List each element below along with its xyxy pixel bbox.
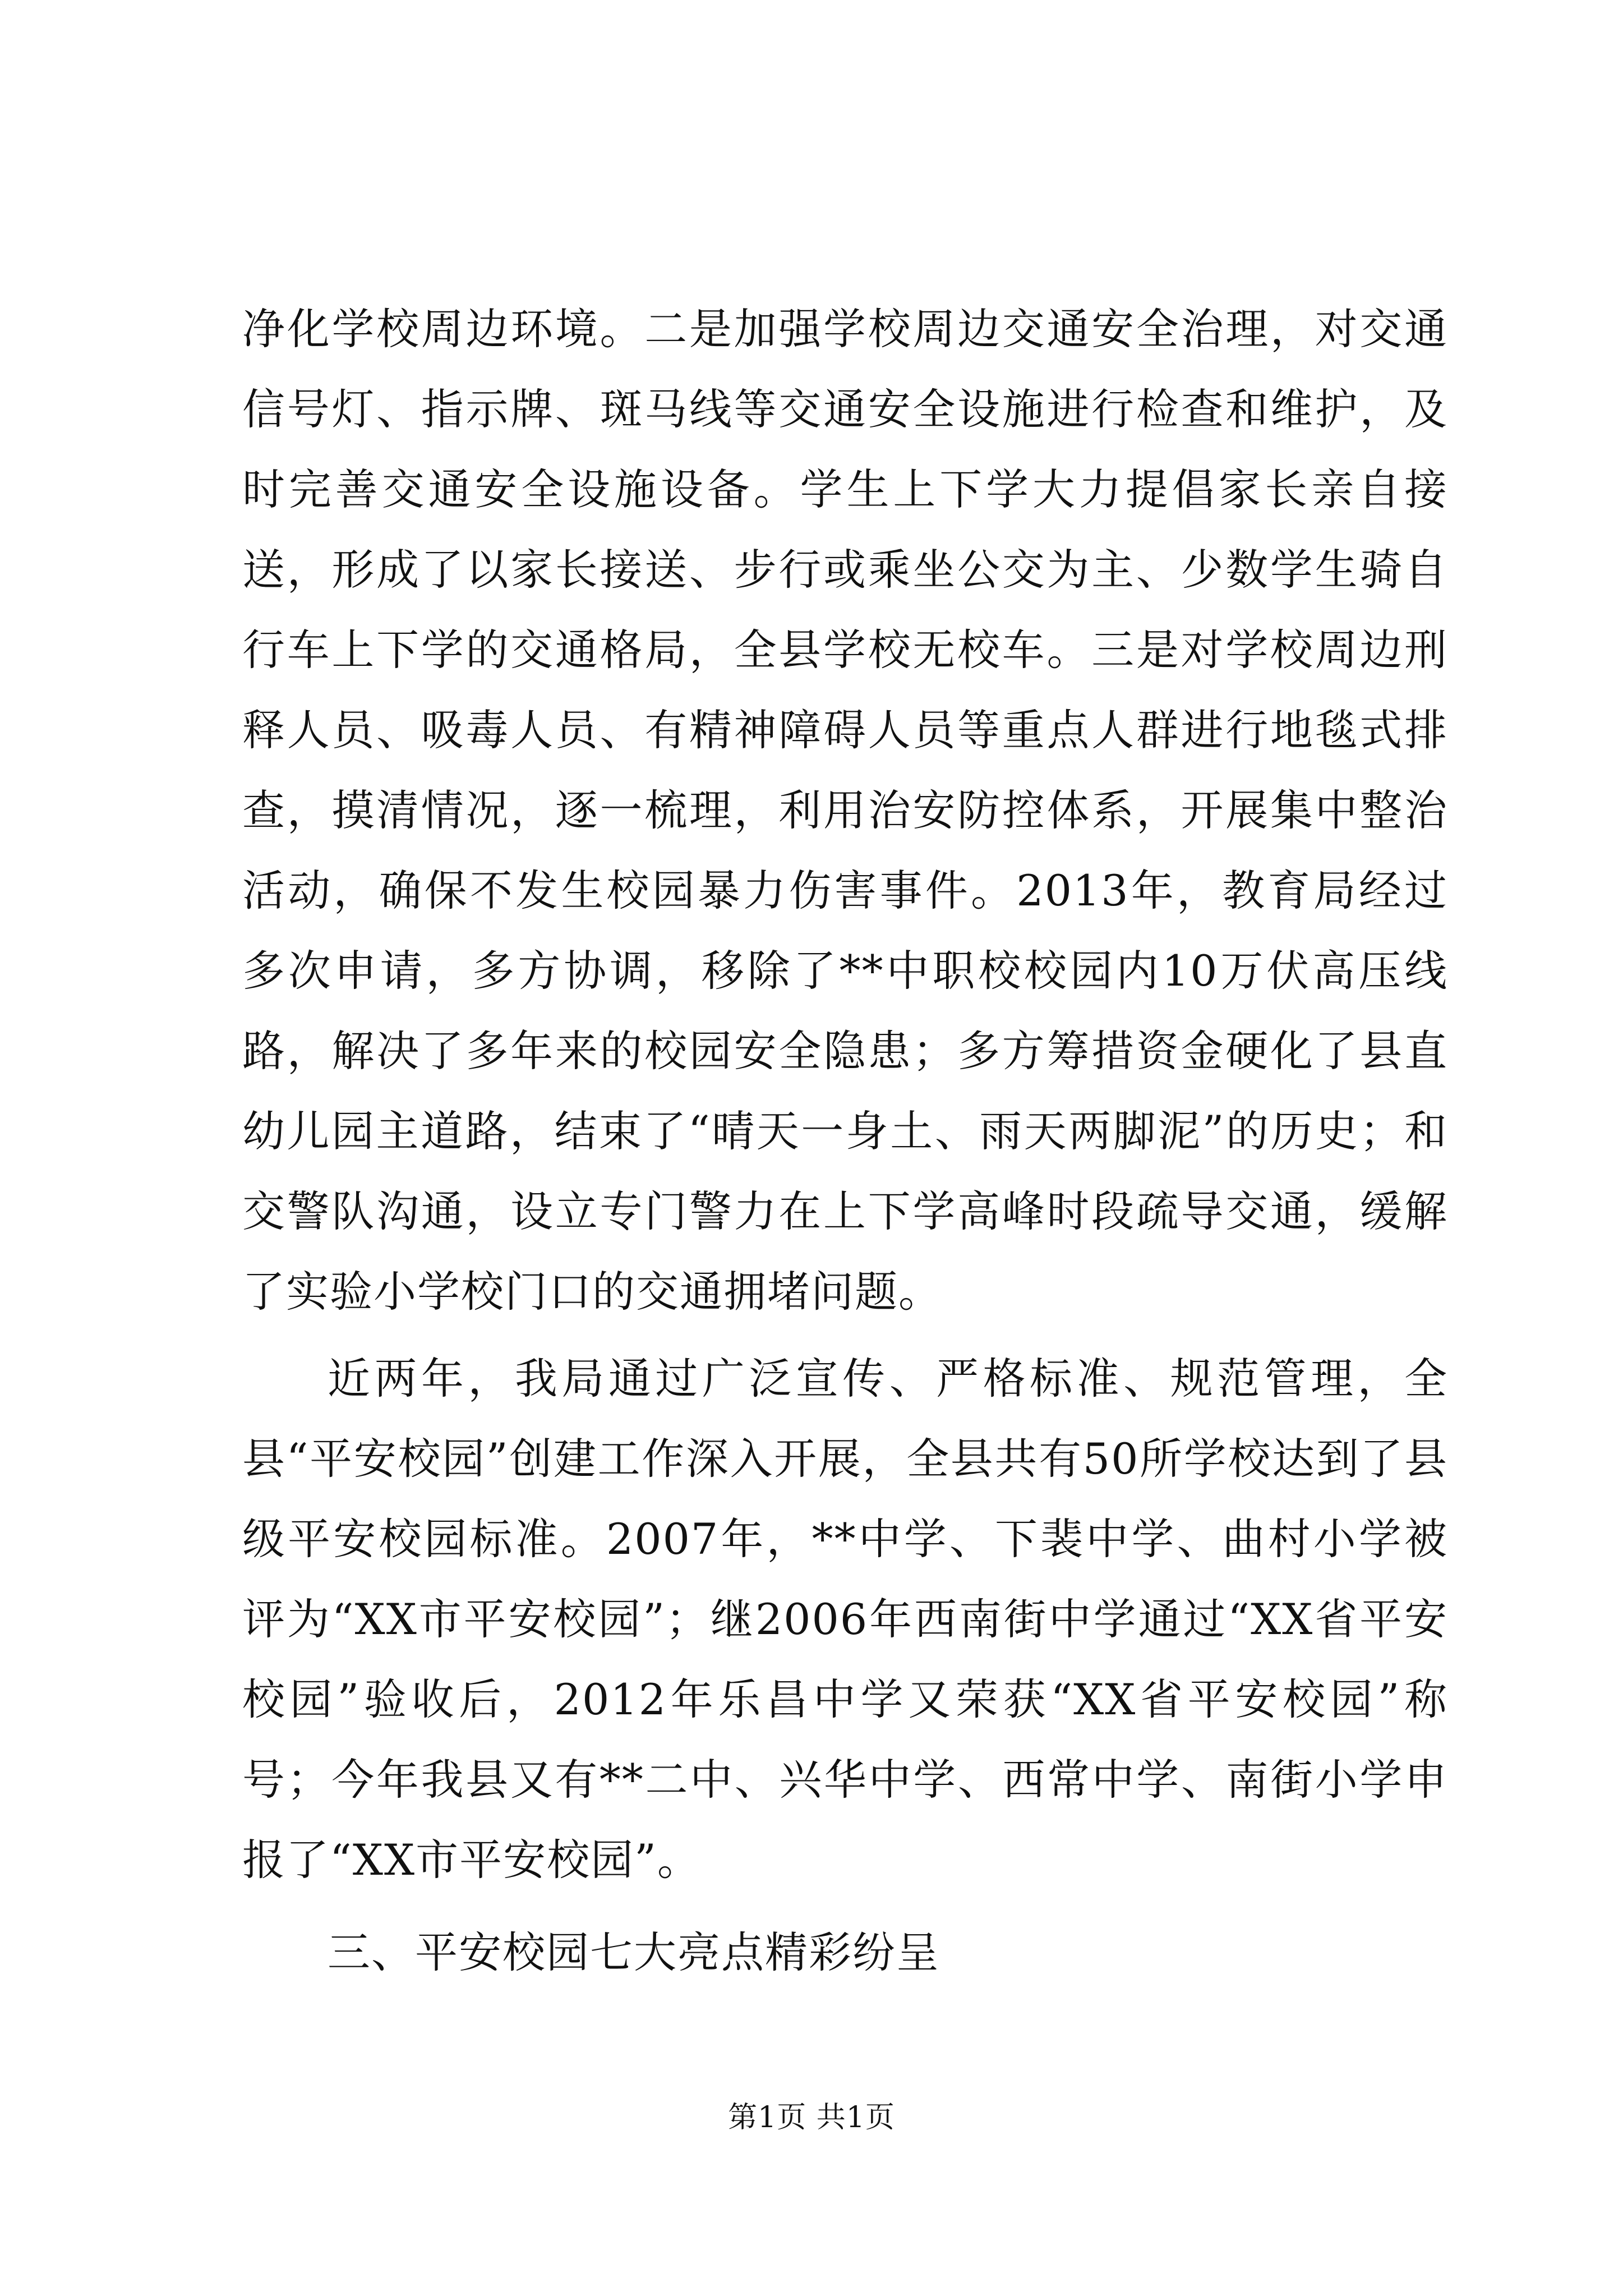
paragraph-safe-campus-achievements: 近两年，我局通过广泛宣传、严格标准、规范管理，全县“平安校园”创建工作深入开展，全县共有50所学校达到了县级平安校园标准。2007年，**中学、下裴中学、曲村小学被评为“XX市平安校园”；继2006年西南街中学通过“XX省平安校园”验收后，2012年乐昌中学又荣获“XX省平安校园”称号；今年我县又有**二中、兴华中学、西常中学、南街小学申报了“XX市平安校园”。 [242,1354,1448,1885]
page-number-footer: 第1页 共1页 [728,2101,895,2134]
section-heading: 三、平安校园七大亮点精彩纷呈 [328,1927,940,1977]
paragraph-campus-safety-measures: 净化学校周边环境。二是加强学校周边交通安全治理，对交通信号灯、指示牌、斑马线等交通安全设施进行检查和维护，及时完善交通安全设施设备。学生上下学大力提倡家长亲自接送，形成了以家长接送、步行或乘坐公交为主、少数学生骑自行车上下学的交通格局，全县学校无校车。三是对学校周边刑释人员、吸毒人员、有精神障碍人员等重点人群进行地毯式排查，摸清情况，逐一梳理，利用治安防控体系，开展集中整治活动，确保不发生校园暴力伤害事件。2013年，教育局经过多次申请，多方协调，移除了**中职校校园内10万伏高压线路，解决了多年来的校园安全隐患；多方筹措资金硬化了县直幼儿园主道路，结束了“晴天一身土、雨天两脚泥”的历史；和交警队沟通，设立专门警力在上下学高峰时段疏导交通，缓解了实验小学校门口的交通拥堵问题。 [242,304,1448,1317]
document-body [242,289,1448,1993]
